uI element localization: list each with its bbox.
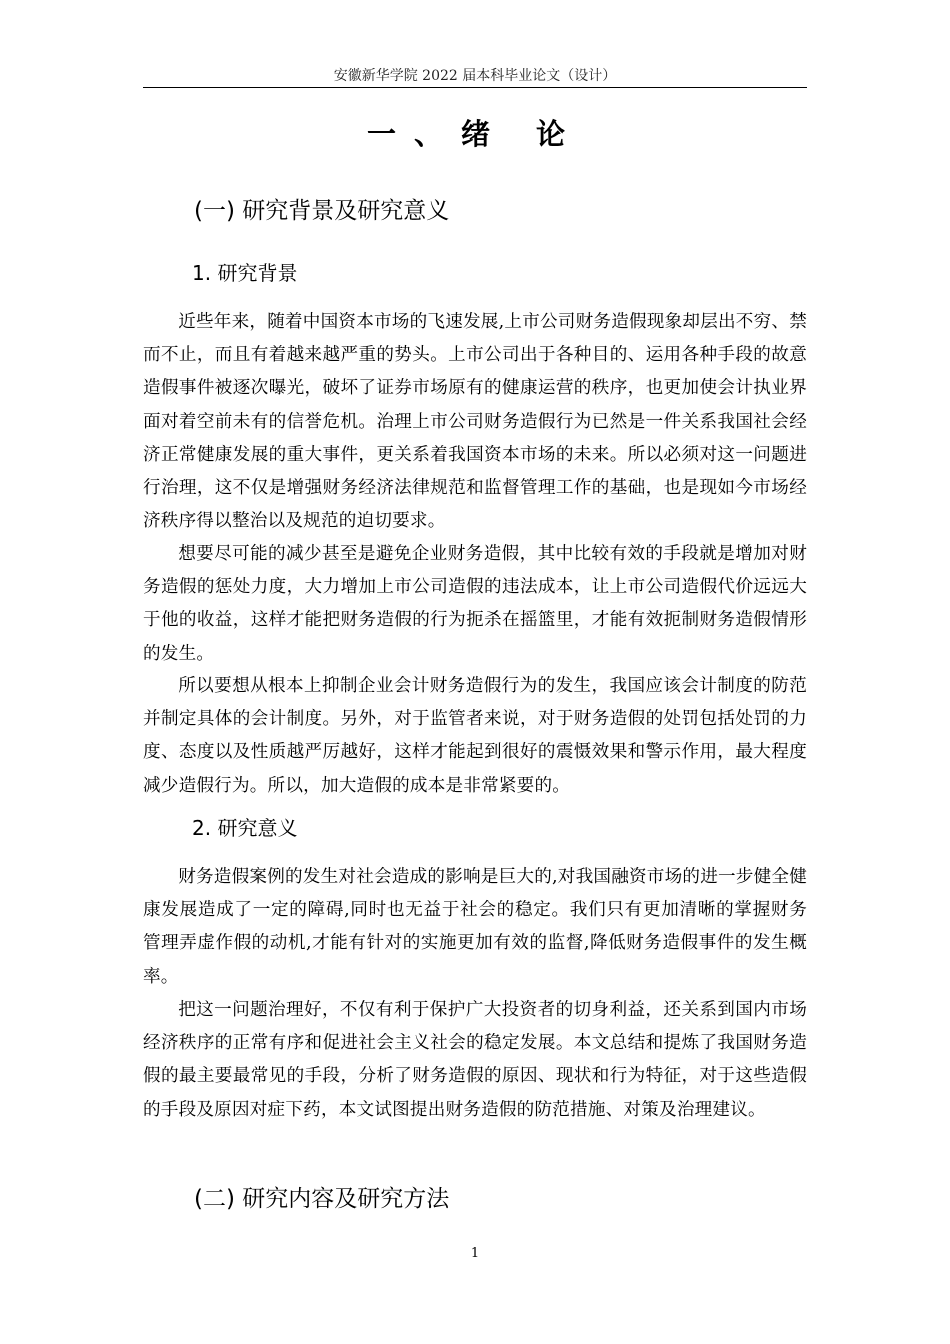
subsection-heading-background: 1. 研究背景 bbox=[192, 261, 298, 285]
section-heading-background-significance: (一) 研究背景及研究意义 bbox=[194, 198, 450, 224]
section-heading-content-methods: (二) 研究内容及研究方法 bbox=[194, 1186, 450, 1212]
paragraph: 近些年来，随着中国资本市场的飞速发展,上市公司财务造假现象却层出不穷、禁而不止，而且有着越来越严重的势头。上市公司出于各种目的、运用各种手段的故意造假事件被逐次曝光，破坏了证券市场原有的健康运营的秩序，也更加使会计执业界面对着空前未有的信誉危机。治理上市公司财务造假行为已然是一件关系我国社会经济正常健康发展的重大事件，更关系着我国资本市场的未来。所以必须对这一问题进行治理，这不仅是增强财务经济法律规范和监督管理工作的基础，也是现如今市场经济秩序得以整治以及规范的迫切要求。 bbox=[143, 312, 807, 532]
chapter-title: 一、绪 论 bbox=[366, 117, 584, 151]
subsection-heading-significance: 2. 研究意义 bbox=[192, 816, 298, 840]
running-header: 安徽新华学院 2022 届本科毕业论文（设计） bbox=[333, 68, 617, 84]
paragraph: 所以要想从根本上抑制企业会计财务造假行为的发生，我国应该会计制度的防范并制定具体的会计制度。另外，对于监管者来说，对于财务造假的处罚包括处罚的力度、态度以及性质越严厉越好，这样才能起到很好的震慑效果和警示作用，最大程度减少造假行为。所以，加大造假的成本是非常紧要的。 bbox=[143, 676, 807, 796]
header-rule bbox=[143, 87, 807, 88]
paragraph: 想要尽可能的减少甚至是避免企业财务造假，其中比较有效的手段就是增加对财务造假的惩处力度，大力增加上市公司造假的违法成本，让上市公司造假代价远远大于他的收益，这样才能把财务造假的行为扼杀在摇篮里，才能有效扼制财务造假情形的发生。 bbox=[143, 544, 807, 664]
page-number: 1 bbox=[470, 1246, 480, 1261]
paragraph: 财务造假案例的发生对社会造成的影响是巨大的,对我国融资市场的进一步健全健康发展造成了一定的障碍,同时也无益于社会的稳定。我们只有更加清晰的掌握财务管理弄虚作假的动机,才能有针对的实施更加有效的监督,降低财务造假事件的发生概率。 bbox=[143, 867, 807, 987]
paragraph: 把这一问题治理好，不仅有利于保护广大投资者的切身利益，还关系到国内市场经济秩序的正常有序和促进社会主义社会的稳定发展。本文总结和提炼了我国财务造假的最主要最常见的手段，分析了财务造假的原因、现状和行为特征，对于这些造假的手段及原因对症下药，本文试图提出财务造假的防范措施、对策及治理建议。 bbox=[143, 1000, 807, 1120]
